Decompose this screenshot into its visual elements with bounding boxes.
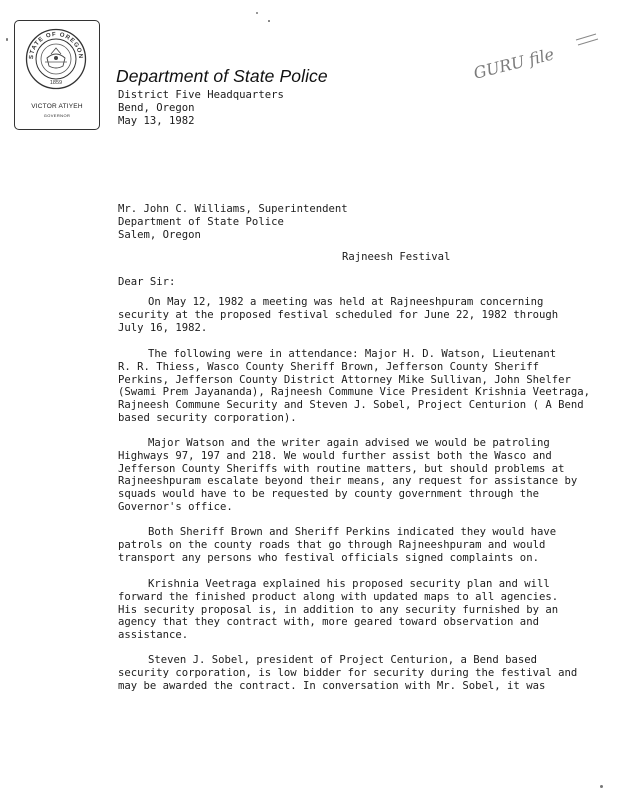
paragraph-line: R. R. Thiess, Wasco County Sheriff Brown, Jefferson County Sheriff: [118, 360, 539, 373]
letterhead-line: District Five Headquarters: [118, 89, 284, 101]
body-paragraph: [118, 578, 558, 642]
paragraph-line: Rajneesh Commune Security and Steven J. Sobel, Project Centurion ( A Bend: [118, 399, 584, 412]
letterhead-line: Bend, Oregon: [118, 102, 195, 114]
recipient-line: Mr. John C. Williams, Superintendent: [118, 203, 348, 215]
paragraph-line: Both Sheriff Brown and Sheriff Perkins indicated they would have: [148, 526, 557, 538]
paragraph-line: patrols on the county roads that go through Rajneeshpuram and would: [118, 538, 546, 551]
paragraph-line: Major Watson and the writer again advised we would be patroling: [148, 437, 550, 449]
paragraph-line: Perkins, Jefferson County District Attorney Mike Sullivan, John Shelfer: [118, 373, 571, 386]
paragraph-line: assistance.: [118, 629, 189, 642]
paragraph-line: Krishnia Veetraga explained his proposed security plan and will: [148, 578, 550, 590]
department-title: Department of State Police: [116, 66, 328, 86]
paragraph-line: Jefferson County Sheriffs with routine matters, but should problems at: [118, 462, 565, 475]
handwritten-note-text: GURU file: [471, 44, 556, 83]
paragraph-line: may be awarded the contract. In conversation with Mr. Sobel, it was: [118, 679, 546, 692]
body-paragraph: [118, 654, 578, 692]
body-paragraph: [118, 296, 558, 334]
paragraph-line: The following were in attendance: Major H. D. Watson, Lieutenant: [148, 348, 557, 360]
handwritten-note: [466, 14, 606, 84]
paragraph-line: agency that they contract with, more geared toward observation and: [118, 616, 539, 629]
paragraph-line: security at the proposed festival scheduled for June 22, 1982 through: [118, 308, 559, 321]
paragraph-line: Highways 97, 197 and 218. We would further assist both the Wasco and: [118, 449, 552, 462]
governor-name: VICTOR ATIYEH: [31, 103, 83, 110]
recipient-line: Salem, Oregon: [118, 229, 201, 241]
scan-speck: [268, 20, 270, 22]
letter-date: May 13, 1982: [118, 115, 195, 127]
state-seal-block: [14, 20, 100, 130]
paragraph-line: transport any persons who festival officials signed complaints on.: [118, 551, 539, 564]
governor-title: GOVERNOR: [43, 113, 71, 118]
scan-speck: [600, 785, 603, 788]
paragraph-line: His security proposal is, in addition to any security furnished by an: [118, 603, 559, 616]
paragraph-line: based security corporation).: [118, 411, 297, 424]
paragraph-line: forward the finished product along with updated maps to all agencies.: [118, 590, 559, 603]
seal-year: 1859: [49, 80, 63, 86]
paragraph-line: (Swami Prem Jayananda), Rajneesh Commune Vice President Krishnia Veetraga,: [118, 386, 590, 399]
paragraph-line: On May 12, 1982 a meeting was held at Rajneeshpuram concerning: [148, 296, 544, 308]
subject-line: Rajneesh Festival: [342, 251, 451, 263]
oregon-seal-icon: [25, 28, 87, 90]
scan-speck: [256, 12, 258, 14]
recipient-line: Department of State Police: [118, 216, 284, 228]
paragraph-line: security corporation, is low bidder for security during the festival and: [118, 666, 578, 679]
body-paragraph: [118, 437, 578, 514]
paragraph-line: squads would have to be requested by county government through the: [118, 488, 539, 501]
seal-text: STATE OF OREGON: [28, 31, 84, 60]
scan-speck: [6, 38, 8, 41]
paragraph-line: July 16, 1982.: [118, 321, 208, 334]
salutation: Dear Sir:: [118, 276, 176, 288]
paragraph-line: Rajneeshpuram escalate beyond their means, any request for assistance by: [118, 475, 578, 488]
body-paragraph: [118, 526, 558, 564]
paragraph-line: Governor's office.: [118, 500, 233, 513]
paragraph-line: Steven J. Sobel, president of Project Centurion, a Bend based: [148, 654, 538, 666]
body-paragraph: [118, 348, 590, 425]
